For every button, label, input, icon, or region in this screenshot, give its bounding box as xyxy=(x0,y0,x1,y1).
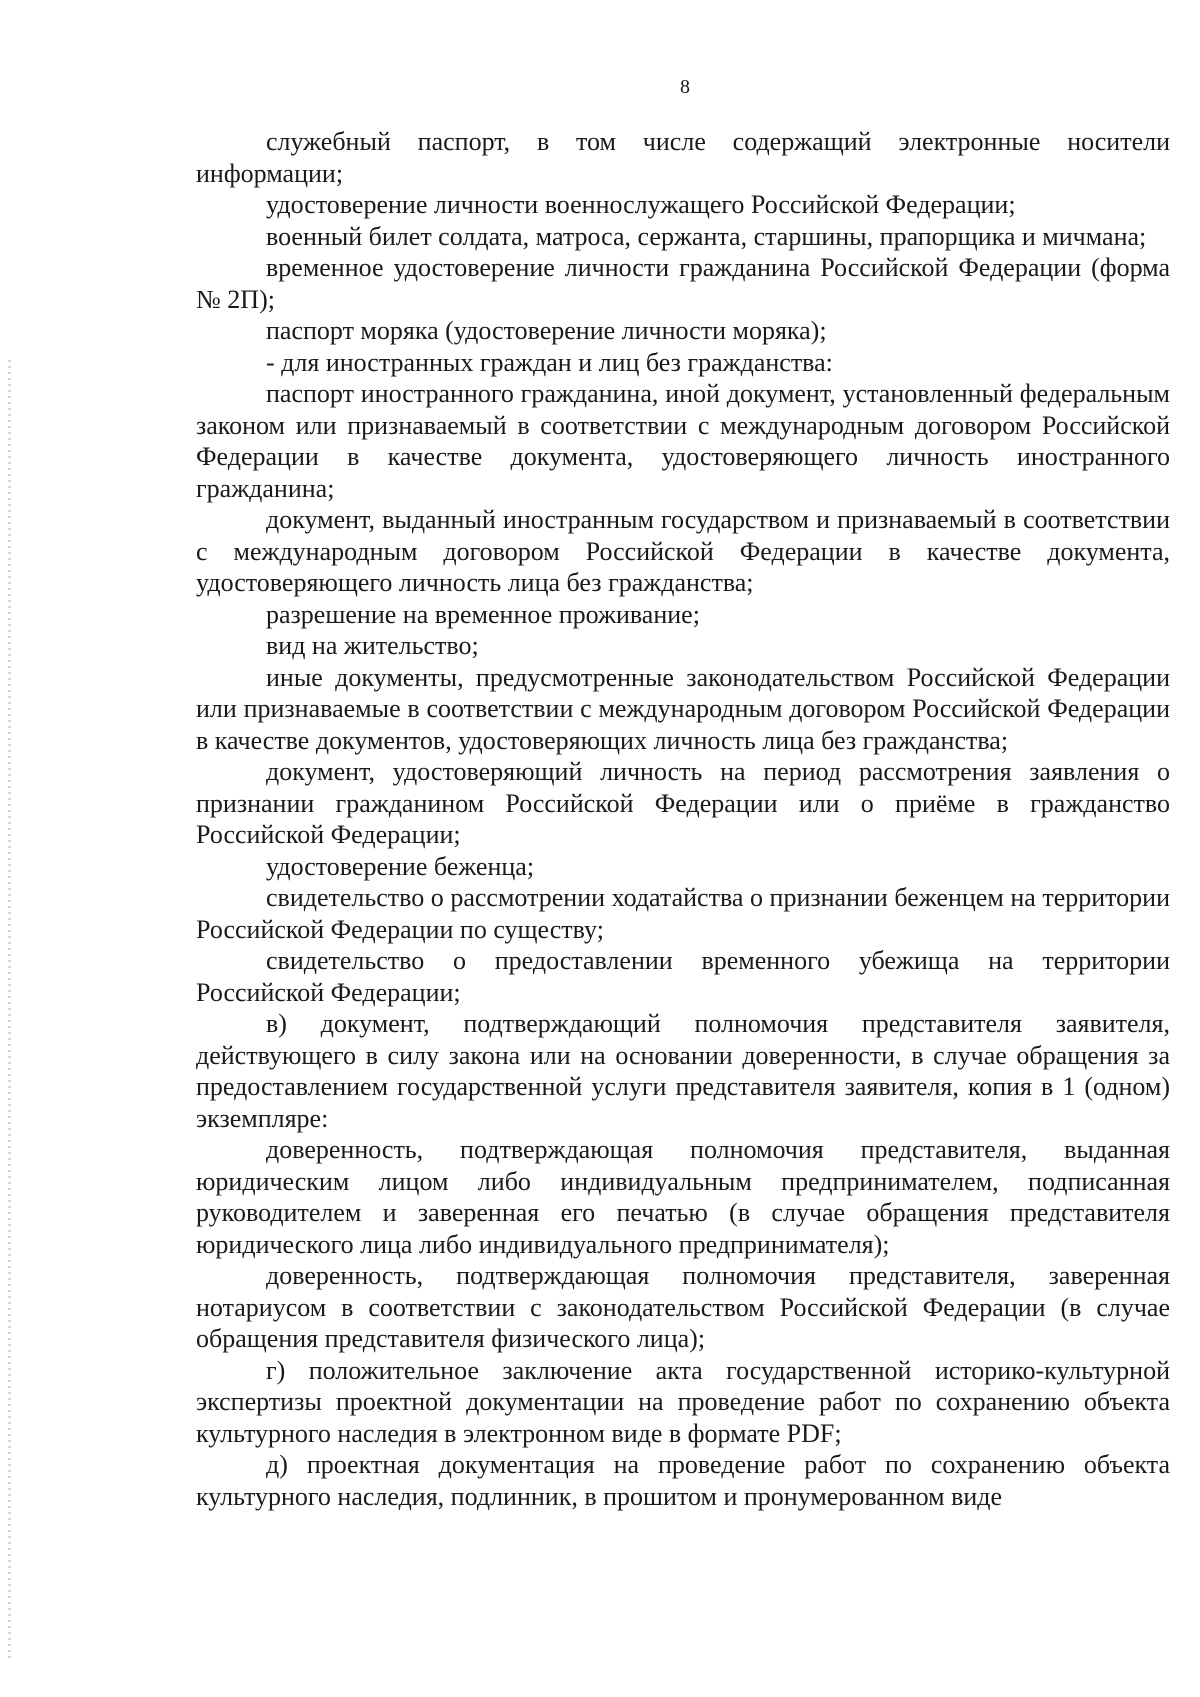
paragraph-service-passport: служебный паспорт, в том числе содержащий электронные носители информации; xyxy=(196,127,1170,188)
paragraph-temporary-residence: разрешение на временное проживание; xyxy=(266,599,700,629)
paragraph-notarized-power-of-attorney: доверенность, подтверждающая полномочия представителя, заверенная нотариусом в соответствии с законодательством Российской Федерации (в случае обращения представителя физического лица); xyxy=(196,1261,1170,1353)
paragraph-citizenship-review-document: документ, удостоверяющий личность на период рассмотрения заявления о признании гражданином Российской Федерации или о приёме в гражданство Российской Федерации; xyxy=(196,757,1170,849)
document-body xyxy=(196,126,1170,1512)
paragraph-other-documents: иные документы, предусмотренные законодательством Российской Федерации или признаваемые в соответствии с международным договором Российской Федерации в качестве документов, удостоверяющих личность лица без гражданства; xyxy=(196,662,1170,755)
paragraph-refugee-application-certificate: свидетельство о рассмотрении ходатайства о признании беженцем на территории Российской Федерации по существу; xyxy=(196,883,1170,944)
paragraph-military-id: удостоверение личности военнослужащего Российской Федерации; xyxy=(266,190,1016,219)
paragraph-temporary-id: временное удостоверение личности гражданина Российской Федерации (форма № 2П); xyxy=(196,253,1170,314)
scan-edge-artifact xyxy=(8,360,11,1660)
paragraph-foreign-passport: паспорт иностранного гражданина, иной документ, установленный федеральным законом или признаваемый в соответствии с международным договором Российской Федерации в качестве документа, удостоверяющего личность иностранного гражданина; xyxy=(196,379,1170,503)
paragraph-foreign-citizens-heading: - для иностранных граждан и лиц без гражданства: xyxy=(266,347,833,377)
paragraph-military-ticket: военный билет солдата, матроса, сержанта, старшины, прапорщика и мичмана; xyxy=(266,221,1147,251)
paragraph-seaman-passport: паспорт моряка (удостоверение личности моряка); xyxy=(266,316,827,345)
paragraph-item-d-project-documentation: д) проектная документация на проведение работ по сохранению объекта культурного наследия, подлинник, в прошитом и пронумерованном виде xyxy=(196,1450,1170,1511)
paragraph-legal-entity-power-of-attorney: доверенность, подтверждающая полномочия представителя, выданная юридическим лицом либо индивидуальным предпринимателем, подписанная руководителем и заверенная его печатью (в случае обращения представителя юридического лица либо индивидуального предпринимателя); xyxy=(196,1135,1170,1259)
paragraph-refugee-certificate: удостоверение беженца; xyxy=(266,851,535,881)
paragraph-item-g-expertise-conclusion: г) положительное заключение акта государственной историко-культурной экспертизы проектной документации на проведение работ по сохранению объекта культурного наследия в электронном виде в формате PDF; xyxy=(196,1355,1170,1448)
paragraph-residence-permit: вид на жительство; xyxy=(266,631,479,660)
paragraph-item-v-representative-authority: в) документ, подтверждающий полномочия представителя заявителя, действующего в силу закона или на основании доверенности, в случае обращения за предоставлением государственной услуги представителя заявителя, копия в 1 (одном) экземпляре: xyxy=(196,1009,1170,1133)
paragraph-stateless-document: документ, выданный иностранным государством и признаваемый в соответствии с международным договором Российской Федерации в качестве документа, удостоверяющего личность лица без гражданства; xyxy=(196,505,1170,597)
paragraph-temporary-asylum-certificate: свидетельство о предоставлении временного убежища на территории Российской Федерации; xyxy=(196,946,1170,1007)
page-number: 8 xyxy=(680,76,690,98)
